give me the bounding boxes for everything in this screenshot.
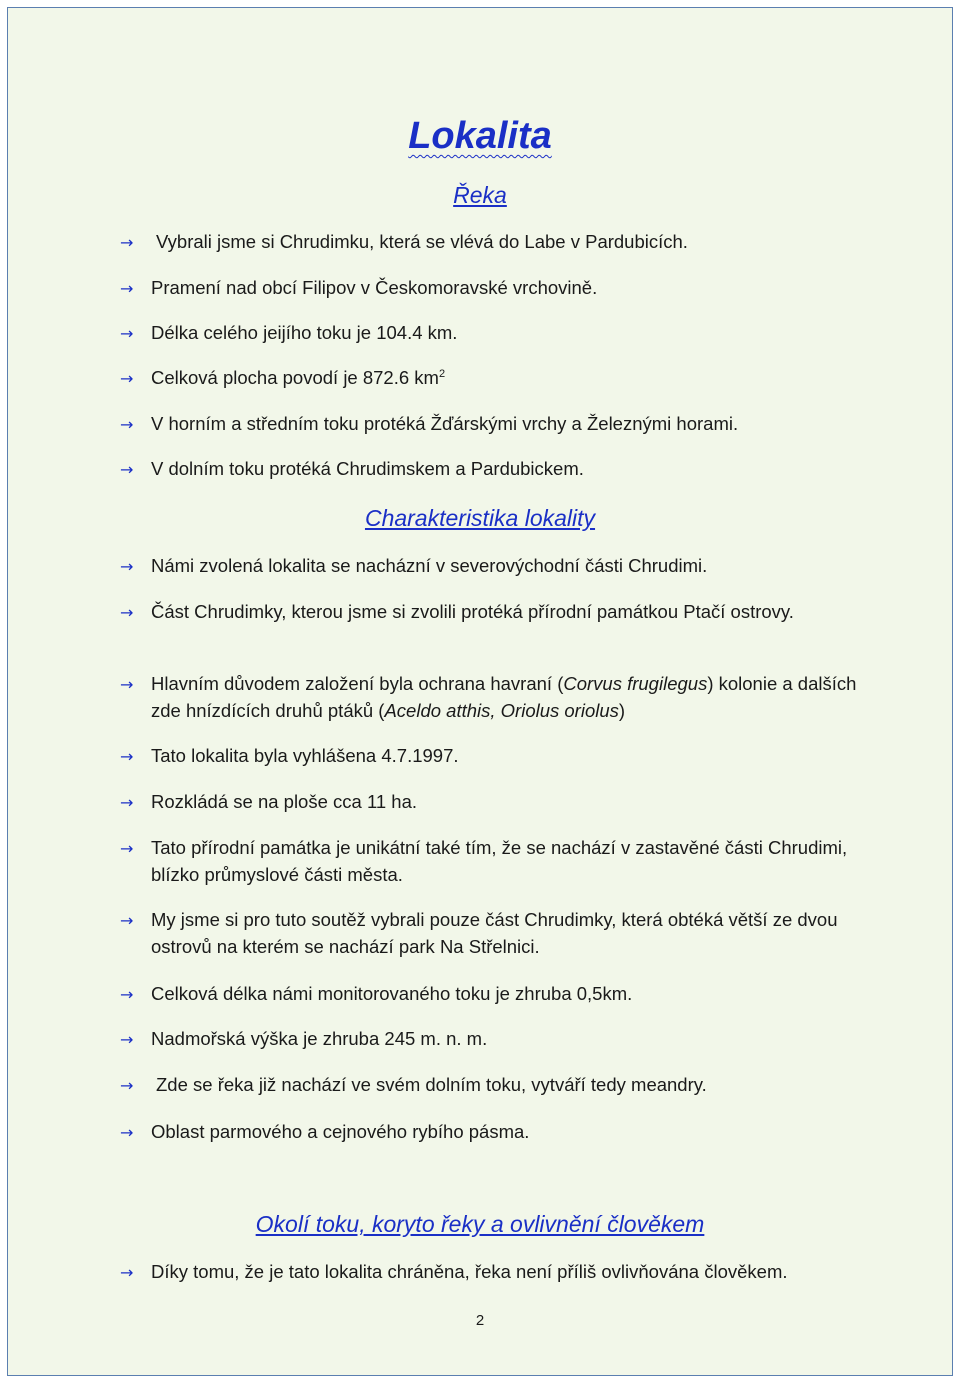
list-item-text: Nadmořská výška je zhruba 245 m. n. m. bbox=[151, 1028, 488, 1049]
list-item bbox=[120, 410, 880, 437]
list-item bbox=[120, 455, 880, 482]
list-item bbox=[120, 788, 880, 815]
list-item bbox=[120, 670, 880, 724]
list-item-text: V horním a středním toku protéká Žďárskými vrchy a Železnými horami. bbox=[151, 413, 739, 434]
right-arrow-icon: → bbox=[120, 747, 134, 766]
heading-charakteristika: Charakteristika lokality bbox=[364, 505, 596, 531]
list-item-text: Oblast parmového a cejnového rybího pásma. bbox=[151, 1121, 530, 1142]
list-item-text: Námi zvolená lokalita se nacházní v severovýchodní části Chrudimi. bbox=[151, 555, 708, 576]
list-item bbox=[120, 274, 880, 301]
list-item bbox=[120, 742, 880, 769]
list-item-text: Rozkládá se na ploše cca 11 ha. bbox=[151, 791, 418, 812]
right-arrow-icon: → bbox=[120, 324, 134, 343]
area-text: Celková plocha povodí je 872.6 km bbox=[151, 367, 439, 388]
right-arrow-icon: → bbox=[120, 603, 134, 622]
list-item bbox=[120, 364, 880, 391]
list-item-text bbox=[151, 364, 880, 391]
rookery-text-2: ) kolonie a dalších zde hnízdících druhů ptáků ( bbox=[151, 673, 857, 721]
right-arrow-icon: → bbox=[120, 1076, 134, 1095]
species-name: Aceldo atthis, Oriolus oriolus bbox=[384, 700, 619, 721]
heading-reka: Řeka bbox=[453, 182, 507, 208]
list-item-text: Díky tomu, že je tato lokalita chráněna, řeka není příliš ovlivňována člověkem. bbox=[151, 1261, 788, 1282]
list-item bbox=[120, 1258, 880, 1285]
rookery-text-3: ) bbox=[618, 700, 626, 721]
right-arrow-icon: → bbox=[120, 675, 134, 694]
right-arrow-icon: → bbox=[120, 985, 134, 1004]
list-item bbox=[120, 319, 880, 346]
right-arrow-icon: → bbox=[120, 279, 134, 298]
list-item bbox=[120, 1025, 880, 1052]
list-item-text: Vybrali jsme si Chrudimku, která se vlévá do Labe v Pardubicích. bbox=[156, 231, 688, 252]
list-item bbox=[120, 834, 880, 888]
list-item-text: Zde se řeka již nachází ve svém dolním toku, vytváří tedy meandry. bbox=[156, 1074, 707, 1095]
right-arrow-icon: → bbox=[120, 793, 134, 812]
list-item-text: Část Chrudimky, kterou jsme si zvolili protéká přírodní památkou Ptačí ostrovy. bbox=[151, 601, 794, 622]
area-superscript: 2 bbox=[438, 368, 446, 380]
list-item bbox=[120, 980, 880, 1007]
list-item bbox=[120, 906, 880, 960]
right-arrow-icon: → bbox=[120, 460, 134, 479]
list-item bbox=[120, 1071, 880, 1098]
right-arrow-icon: → bbox=[120, 415, 134, 434]
list-item bbox=[120, 552, 880, 579]
page-title: Lokalita bbox=[408, 115, 552, 157]
list-item-text: Tato přírodní památka je unikátní také tím, že se nachází v zastavěné části Chrudimi, blízko průmyslové části města. bbox=[151, 837, 848, 885]
right-arrow-icon: → bbox=[120, 1123, 134, 1142]
list-item-text: My jsme si pro tuto soutěž vybrali pouze část Chrudimky, která obtéká větší ze dvou ostrovů na kterém se nachází park Na Střelnici. bbox=[151, 909, 838, 957]
list-item-text: Tato lokalita byla vyhlášena 4.7.1997. bbox=[151, 745, 459, 766]
list-item-text bbox=[151, 670, 880, 724]
heading-okoli-toku: Okolí toku, koryto řeky a ovlivnění člověkem bbox=[255, 1211, 705, 1237]
list-item-text: Pramení nad obcí Filipov v Českomoravské vrchovině. bbox=[151, 277, 598, 298]
right-arrow-icon: → bbox=[120, 839, 134, 858]
list-item-text: V dolním toku protéká Chrudimskem a Pardubickem. bbox=[151, 458, 584, 479]
list-item bbox=[120, 1118, 880, 1145]
rookery-text-1: Hlavním důvodem založení byla ochrana havraní ( bbox=[151, 673, 564, 694]
list-item bbox=[120, 598, 820, 625]
right-arrow-icon: → bbox=[120, 1030, 134, 1049]
right-arrow-icon: → bbox=[120, 557, 134, 576]
list-item bbox=[120, 228, 880, 255]
list-item-text: Délka celého jeijího toku je 104.4 km. bbox=[151, 322, 458, 343]
right-arrow-icon: → bbox=[120, 1263, 134, 1282]
species-name: Corvus frugilegus bbox=[563, 673, 708, 694]
list-item-text: Celková délka námi monitorovaného toku je zhruba 0,5km. bbox=[151, 983, 633, 1004]
right-arrow-icon: → bbox=[120, 911, 134, 930]
right-arrow-icon: → bbox=[120, 233, 134, 252]
page-number: 2 bbox=[475, 1312, 485, 1329]
right-arrow-icon: → bbox=[120, 369, 134, 388]
